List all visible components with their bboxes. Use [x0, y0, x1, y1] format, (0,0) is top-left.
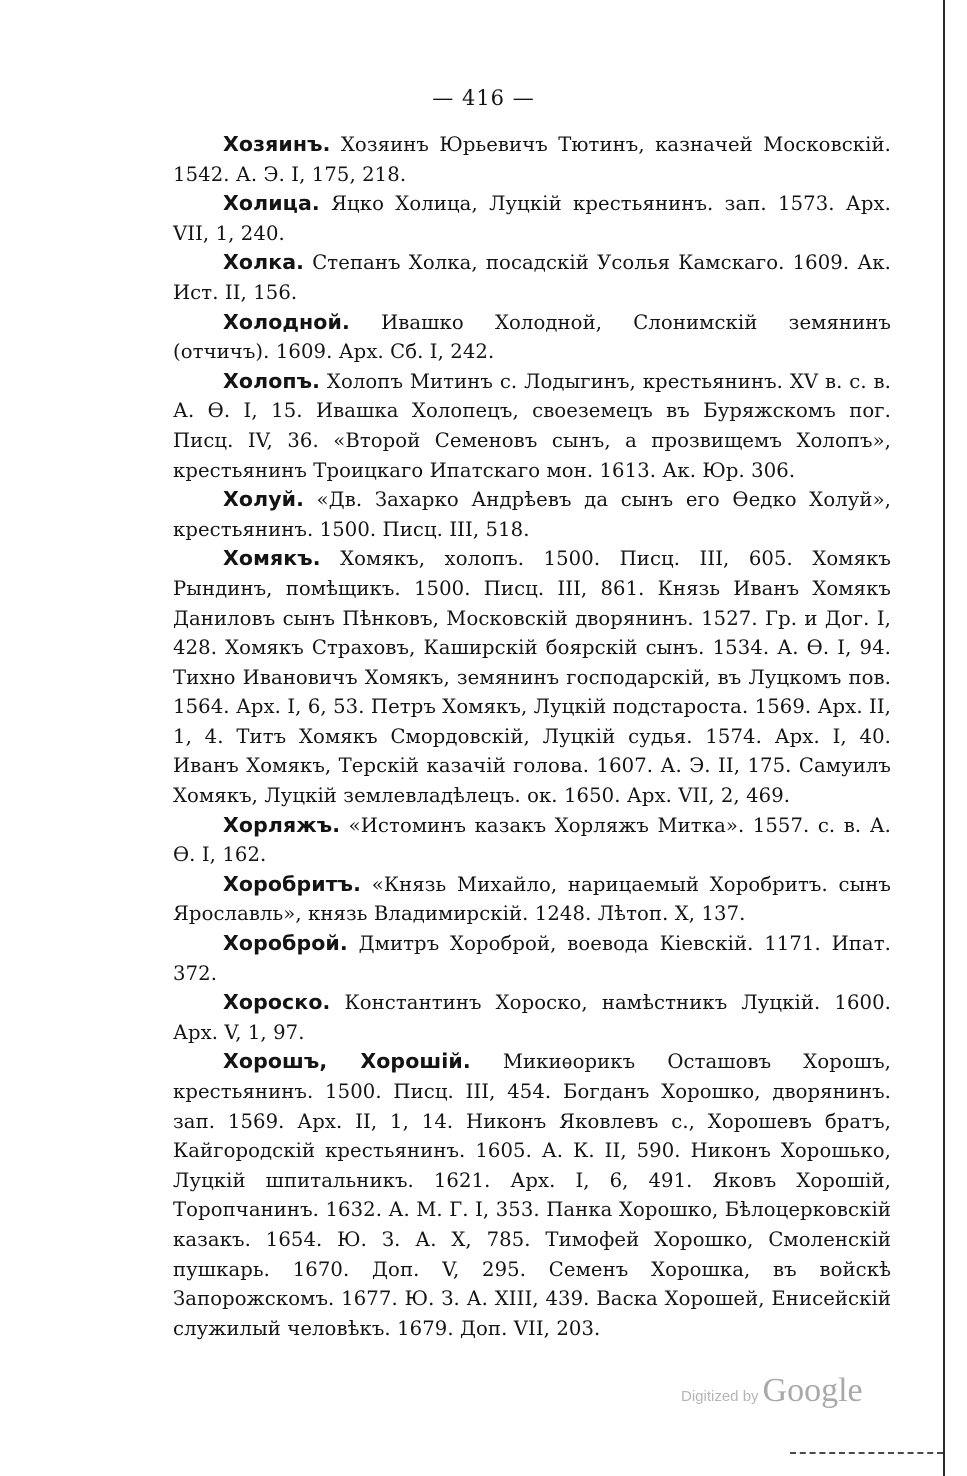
entry-kholodnoy: [173, 308, 891, 367]
dictionary-text: [173, 130, 891, 1343]
entry-headword: Холопъ.: [223, 368, 321, 393]
entry-body: «Дв. Захарко Андрѣевъ да сынъ его Ѳедко Холуй», крестьянинъ. 1500. Писц. III, 518.: [173, 488, 891, 541]
entry-kholka: [173, 248, 891, 307]
entry-khorlyazh: [173, 811, 891, 870]
entry-khorosko: [173, 988, 891, 1047]
entry-body: «Князь Михайло, нарицаемый Хоробритъ. сынъ Ярославль», князь Владимирскій. 1248. Лѣтоп. X, 137.: [173, 872, 891, 926]
entry-headword: Холица.: [223, 191, 320, 216]
entry-body: Степанъ Холка, посадскій Усолья Камскаго. 1609. Ак. Ист. II, 156.: [173, 251, 891, 304]
entry-body: Константинъ Хороско, намѣстникъ Луцкій. 1600. Арх. V, 1, 97.: [173, 991, 891, 1044]
entry-headword: Холуй.: [223, 487, 305, 512]
entry-khomyak: [173, 544, 891, 810]
entry-body: Холопъ Митинъ с. Лодыгинъ, крестьянинъ. XV в. с. в. А. Ѳ. I, 15. Ивашка Холопецъ, своеземецъ въ Буряжскомъ пог. Писц. IV, 36. «Второй Семеновъ сынъ, а прозвищемъ Холопъ», крестьянинъ Троицкаго Ипатскаго мон. 1613. Ак. Юр. 306.: [173, 369, 891, 482]
entry-body: «Истоминъ казакъ Хорляжъ Митка». 1557. с. в. А. Ѳ. I, 162.: [173, 813, 891, 867]
entry-body: Дмитръ Хороброй, воевода Кіевскій. 1171. Ипат. 372.: [173, 932, 891, 985]
page-number: — 416 —: [432, 86, 535, 110]
entry-body: Хозяинъ Юрьевичъ Тютинъ, казначей Московскій. 1542. А. Э. I, 175, 218.: [173, 133, 891, 186]
entry-headword: Хоробритъ.: [223, 871, 362, 896]
bottom-dashed-rule: [790, 1452, 943, 1454]
page-edge-line: [943, 0, 945, 1476]
entry-body: Микиѳорикъ Осташовъ Хорошъ, крестьянинъ. 1500. Писц. III, 454. Богданъ Хорошко, дворянинъ. зап. 1569. Арх. II, 1, 14. Никонъ Яковлевъ с., Хорошевъ братъ, Кайгородскій крестьянинъ. 1605. А. К. II, 590. Никонъ Хорошько, Луцкій шпитальникъ. 1621. Арх. I, 6, 491. Яковъ Хорошій, Торопчанинъ. 1632. А. М. Г. I, 353. Панка Хорошко, Бѣлоцерковскій казакъ. 1654. Ю. З. А. X, 785. Тимофей Хорошко, Смоленскій пушкарь. 1670. Доп. V, 295. Семенъ Хорошка, въ войскѣ Запорожскомъ. 1677. Ю. З. А. XIII, 439. Васка Хорошей, Енисейскій служилый человѣкъ. 1679. Доп. VII, 203.: [173, 1050, 891, 1340]
entry-headword: Холодной.: [223, 309, 350, 334]
entry-body: Ивашко Холодной, Слонимскій земянинъ (отчичъ). 1609. Арх. Сб. I, 242.: [173, 310, 891, 364]
entry-headword: Хороброй.: [223, 931, 348, 956]
digitized-by-text: Digitized by: [681, 1388, 759, 1405]
entry-kholuy: [173, 485, 891, 544]
google-logo: Google: [762, 1372, 863, 1409]
entry-kholitsa: [173, 189, 891, 248]
entry-khorobrit: [173, 870, 891, 929]
entry-headword: Хороско.: [223, 990, 331, 1015]
entry-khorosh: [173, 1047, 891, 1343]
entry-headword: Хорошъ, Хорошій.: [223, 1049, 471, 1074]
entry-headword: Хозяинъ.: [223, 132, 331, 156]
entry-headword: Холка.: [223, 250, 305, 275]
entry-headword: Хорляжъ.: [223, 812, 341, 837]
entry-body: Хомякъ, холопъ. 1500. Писц. III, 605. Хомякъ Рындинъ, помѣщикъ. 1500. Писц. III, 861. Князь Иванъ Хомякъ Даниловъ сынъ Пѣнковъ, Московскій дворянинъ. 1527. Гр. и Дог. I, 428. Хомякъ Страховъ, Каширскій боярскій сынъ. 1534. А. Ѳ. I, 94. Тихно Ивановичъ Хомякъ, земянинъ господарскій, въ Луцкомъ пов. 1564. Арх. I, 6, 53. Петръ Хомякъ, Луцкій подстароста. 1569. Арх. II, 1, 4. Титъ Хомякъ Смордовскій, Луцкій судья. 1574. Арх. I, 40. Иванъ Хомякъ, Терскій казачій голова. 1607. А. Э. II, 175. Самуилъ Хомякъ, Луцкій землевладѣлецъ. ок. 1650. Арх. VII, 2, 469.: [173, 547, 891, 808]
entry-khozyain: [173, 130, 891, 189]
entry-kholop: [173, 367, 891, 485]
entry-body: Яцко Холица, Луцкій крестьянинъ. зап. 1573. Арх. VII, 1, 240.: [173, 192, 891, 245]
entry-headword: Хомякъ.: [223, 546, 321, 571]
digitized-watermark: [681, 1372, 863, 1410]
entry-khorobroy: [173, 929, 891, 988]
